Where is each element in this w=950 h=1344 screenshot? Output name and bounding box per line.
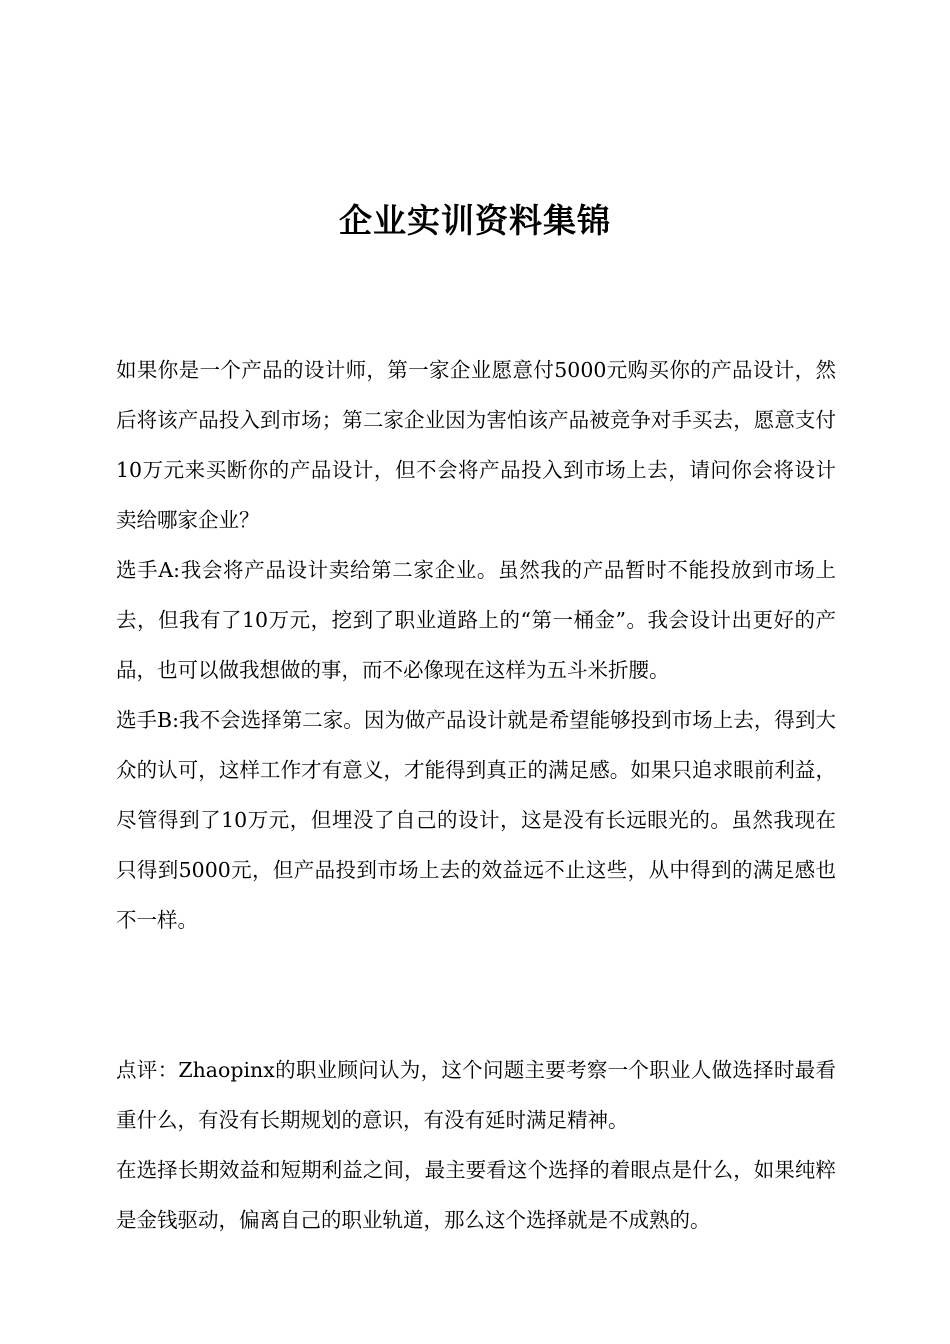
question-paragraph: 如果你是一个产品的设计师，第一家企业愿意付5000元购买你的产品设计，然后将该产品投入到市场；第二家企业因为害怕该产品被竞争对手买去，愿意支付10万元来买断你的产品设计，但不会将产品投入到市场上去，请问你会将设计卖给哪家企业？	[116, 358, 836, 532]
conclusion-paragraph: 在选择长期效益和短期利益之间，最主要看这个选择的着眼点是什么，如果纯粹是金钱驱动，偏离自己的职业轨道，那么这个选择就是不成熟的。	[116, 1158, 836, 1232]
question-and-answers-section	[116, 345, 836, 945]
document-title: 企业实训资料集锦	[339, 201, 611, 240]
answer-b-paragraph: 选手B:我不会选择第二家。因为做产品设计就是希望能够投到市场上去，得到大众的认可，这样工作才有意义，才能得到真正的满足感。如果只追求眼前利益，尽管得到了10万元，但埋没了自己的设计，这是没有长远眼光的。虽然我现在只得到5000元，但产品投到市场上去的效益远不止这些，从中得到的满足感也不一样。	[116, 708, 836, 932]
commentary-paragraph: 点评：Zhaopinx的职业顾问认为，这个问题主要考察一个职业人做选择时最看重什么，有没有长期规划的意识，有没有延时满足精神。	[116, 1058, 836, 1132]
commentary-section	[116, 1045, 836, 1245]
answer-a-paragraph: 选手A:我会将产品设计卖给第二家企业。虽然我的产品暂时不能投放到市场上去，但我有了10万元，挖到了职业道路上的“第一桶金”。我会设计出更好的产品，也可以做我想做的事，而不必像现在这样为五斗米折腰。	[116, 558, 836, 682]
